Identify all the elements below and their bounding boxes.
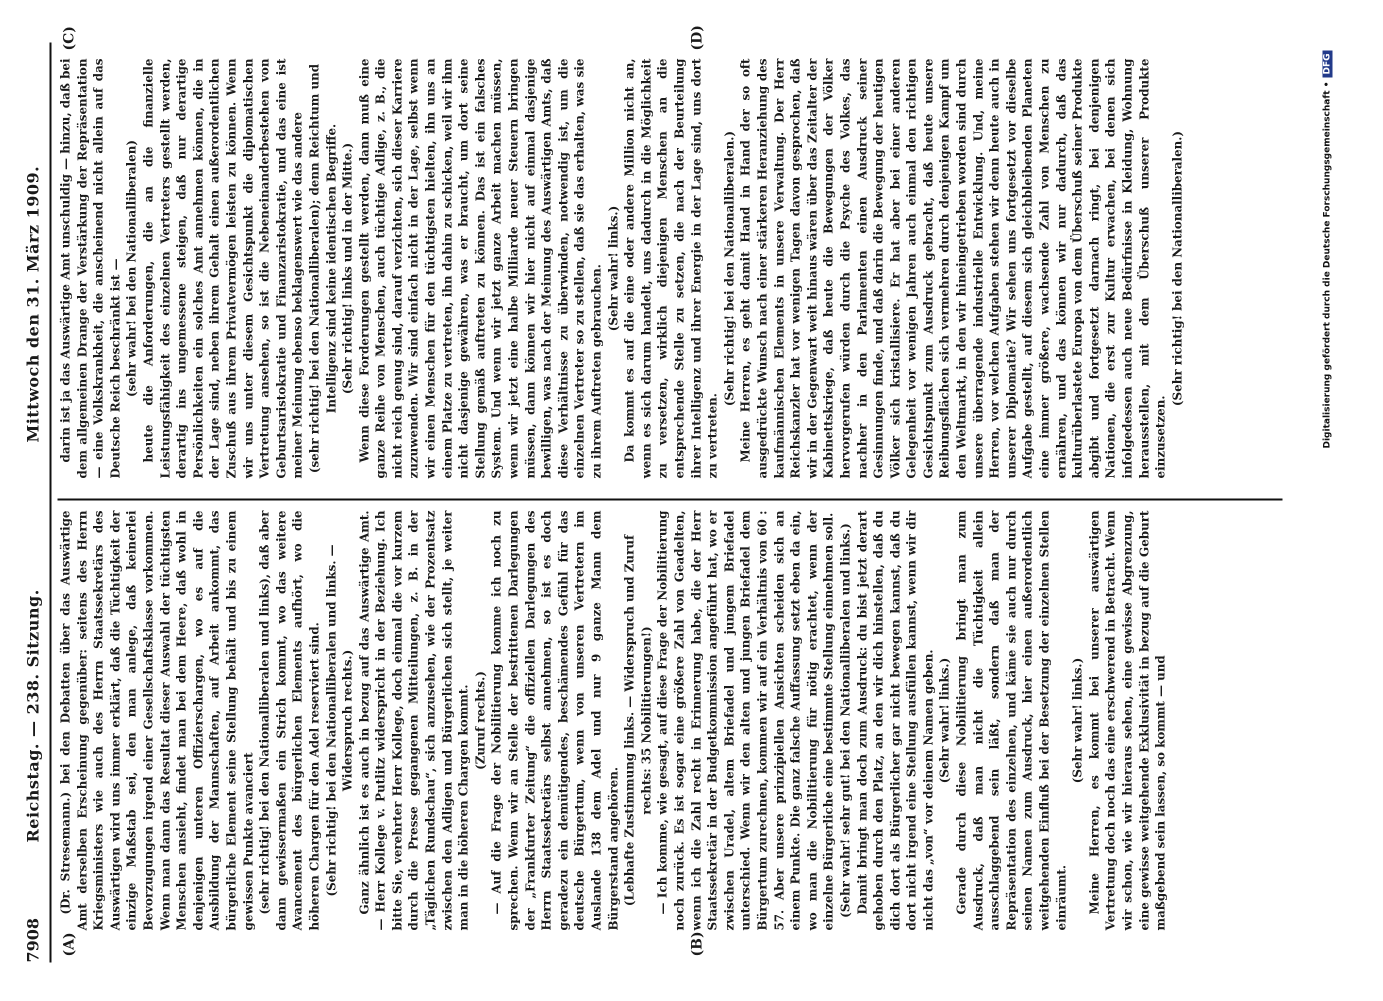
interjection: (sehr wahr! bei den Nationalliberalen) [124, 140, 139, 397]
paragraph: Meine Herren, es geht damit Hand in Hand der so oft ausgedrückte Wunsch nach einer stärkeren Heranziehung des kaufmännischen Elements in unsere Verwaltung. Der Herr Reichskanzler hat vor wenigen Tagen davon gesprochen, daß wir in der Gegenwart weit hinaus wären über das Zeitalter der Kabinettskriege, daß heute die Bewegungen der Völker hervorgerufen würden durch die Psyche des Volkes, das nachher in den Parlamenten einen Ausdruck seiner Gesinnungen finde, und daß darin die Bewegung der heutigen Völker sich kristallisiere. Er hat aber bei einer anderen Gelegenheit vor wenigen Jahren auch einmal den richtigen Gesichtspunkt zum Ausdruck gebracht, daß heute unsere Reibungsflächen sich vermehren durch denjenigen Kampf um den Weltmarkt, in den wir hineingetrieben worden sind durch unsere überragende industrielle Entwicklung. Und, meine Herren, vor welchen Aufgaben stehen wir denn heute auch in unserer Diplomatie? Wir sehen uns fortgesetzt vor dieselbe Aufgabe gestellt, auf diesem sich gleichbleibenden Planeten eine immer größere, wachsende Zahl von Menschen zu ernähren, und das können wir nur dadurch, daß das kulturüberlastete Europa von dem Überschuß seiner Produkte abgibt und fortgesetzt darnach ringt, bei denjenigen Nationen, die erst zur Kultur erwachen, bei denen sich infolgedessen auch neue Bedürfnisse in Kleidung, Wohnung herausstellen, mit dem Überschuß unserer Produkte einzusetzen. [738, 58, 1168, 479]
marker-a: (A) [61, 932, 78, 957]
interjection: (Sehr richtig! bei den Nationalliberalen.) [722, 130, 737, 407]
page-header [22, 43, 52, 963]
paragraph: Wenn diese Forderungen gestellt werden, dann muß eine ganze Reihe von Menschen, auch tüchtige Adlige, z. B., die nicht reich genug sind, darauf verzichten, sich dieser Karriere zuzuwenden. Wir sind einfach nicht in der Lage, selbst wenn wir einen Menschen für den tüchtigsten hielten, ihn uns an einem Platze zu vertreten, ihn dahin zu schicken, weil wir ihm nicht dasjenige gewähren, was er braucht, um dort seine Stellung gemäß auftreten zu können. Das ist ein falsches System. Und wenn wir jetzt ganze Arbeit machen müssen, wenn wir jetzt eine halbe Milliarde neuer Steuern bringen müssen, dann können wir hier nicht auf einmal dasjenige bewilligen, was nach der Meinung des Auswärtigen Amts, daß diese Verhältnisse zu überwinden, notwendig ist, um die einzelnen Vertreter so zu stellen, daß sie das erhalten, was sie zu ihrem Auftreten gebrauchen. [357, 58, 604, 479]
right-column [58, 59, 1288, 479]
interjection: (Sehr wahr! links.) [937, 657, 952, 784]
paragraph: (Dr. Stresemann.) bei den Debatten über das Auswärtige Amt derselben Erscheinung gegenüber: seitens des Herrn Kriegsministers wie auch des Herrn Staatssekretärs des Auswärtigen wird uns immer erklärt, daß die Tüchtigkeit der einzige Maßstab sei, den man anlege, daß keinerlei Bevorzugungen irgend einer Gesellschaftsklasse vorkommen. Wenn man dann das Resultat dieser Auswahl der tüchtigsten Menschen ansieht, findet man bei dem Heere, daß wohl in denjenigen unteren Offizierschargen, wo es auf die Ausbildung der Mannschaften, auf Arbeit ankommt, das bürgerliche Element seine Stellung behält und bis zu einem gewissen Punkte avanciert [58, 510, 256, 931]
paragraph: — Ich komme, wie gesagt, auf diese Frage der Nobilitierung noch zurück. Es ist sogar eine größere Zahl von Geadelten, wenn ich die Zahl recht in Erinnerung habe, die der Herr Staatssekretär in der Budgetkommission angeführt hat, wo er zwischen Uradel, altem Briefadel und jungem Briefadel unterschied. Wenn wir den alten und jungen Briefadel dem Bürgertum zurechnen, kommen wir auf ein Verhältnis von 60 : 57. Aber unsere prinzipiellen Ansichten scheiden sich an einem Punkte. Die ganz falsche Auffassung setzt eben da ein, wo man die Nobilitierung für nötig erachtet, wenn der einzelne Bürgerliche eine bestimmte Stellung einnehmen soll. [655, 510, 836, 931]
interjection: (Sehr richtig! bei den Nationalliberalen.) [1170, 130, 1185, 407]
interjection: (Sehr wahr! links.) [606, 205, 621, 332]
paragraph: Meine Herren, es kommt bei unserer auswärtigen Vertretung doch noch das eine erschwerend in Betracht. Wenn wir schon, wie wir hieraus sehen, eine gewisse Abgrenzung, eine gewisse weitgehende Exklusivität in bezug auf die Geburt maßgebend sein lassen, so kommt — und [1087, 510, 1168, 931]
paragraph: Ganz ähnlich ist es auch in bezug auf das Auswärtige Amt. — Herr Kollege v. Putlitz widerspricht in der Beziehung. Ich bitte Sie, verehrter Herr Kollege, doch einmal die vor kurzem durch die Presse gegangenen Mitteilungen, z. B. in der „Täglichen Rundschau“, sich anzusehen, wie der Prozentsatz zwischen den Adligen und Bürgerlichen sich stellt, je weiter man in die höheren Chargen kommt. [357, 510, 471, 931]
interjection: (Sehr richtig! links und in der Mitte.) [340, 142, 355, 395]
left-column [58, 511, 1288, 931]
paragraph: (sehr richtig! bei den Nationalliberalen und links), daß aber dann gewissermaßen ein Strich kommt, wo das weitere Avancement des bürgerlichen Elements aufhört, wo die höheren Chargen für den Adel reserviert sind. [257, 510, 322, 931]
interjection: (Sehr wahr! links.) [1070, 657, 1085, 784]
interjection: (Sehr richtig! bei den Nationalliberalen und links. — Widerspruch rechts.) [324, 544, 355, 897]
marker-b: (B) [689, 931, 706, 957]
credit-text: Digitalisierung gefördert durch die Deutsche Forschungsgemeinschaft • [1322, 81, 1333, 449]
scanned-page [0, 1, 1383, 1001]
paragraph: — Auf die Frage der Nobilitierung komme ich noch zu sprechen. Wenn wir an Stelle der bestrittenen Darlegungen der „Frankfurter Zeitung“ die offiziellen Darlegungen des Herrn Staatssekretärs selbst annehmen, so ist es doch geradezu ein demütigendes, beschämendes Gefühl für das deutsche Bürgertum, wenn von unseren Vertretern im Auslande 138 dem Adel und nur 9 ganze Mann dem Bürgerstand angehören. [489, 510, 621, 931]
paragraph: Gerade durch diese Nobilitierung bringt man zum Ausdruck, daß man nicht die Tüchtigkeit allein ausschlaggebend sein läßt, sondern daß man der Repräsentation des einzelnen, und käme sie auch nur durch seinen Namen zum Ausdruck, hier einen außerordentlich weitgehenden Einfluß bei der Besetzung der einzelnen Stellen einräumt. [954, 510, 1069, 931]
interjection: (Lebhafte Zustimmung links. — Widerspruch und Zuruf rechts: 35 Nobilitierungen!) [622, 534, 654, 907]
dfg-logo: DFG [1323, 51, 1333, 78]
interjection: (Sehr wahr! sehr gut! bei den Nationalliberalen und links.) [838, 523, 853, 918]
paragraph: heute die Anforderungen, die an die finanzielle Leistungsfähigkeit des einzelnen Vertreters gestellt werden, derartig ins ungemessene steigen, daß nur derartige Persönlichkeiten ein solches Amt annehmen können, die in der Lage sind, neben ihrem Gehalt einen außerordentlichen Zuschuß aus ihrem Privatvermögen leisten zu können. Wenn wir uns unter diesem Gesichtspunkt die diplomatischen Vertretung ansehen, so ist die Nebeneinanderbestehen von Geburtsaristokratie und Finanzaristokratie, und das eine ist meiner Meinung ebenso beklagenswert wie das andere [141, 58, 305, 479]
marker-d: (D) [689, 25, 706, 51]
paragraph: darin ist ja das Auswärtige Amt unschuldig — hinzu, daß bei dem allgemeinen Drange der Verstärkung der Repräsentation — eine Volkskrankheit, die anscheinend nicht allein auf das Deutsche Reich beschränkt ist — [58, 58, 123, 479]
interjection: (Zuruf rechts.) [473, 671, 488, 770]
session-title: Reichstag. — 238. Sitzung. [23, 589, 43, 843]
page-number: 7908 [23, 917, 43, 963]
paragraph: Da kommt es auf die eine oder andere Million nicht an, wenn es sich darum handelt, uns dadurch in die Möglichkeit zu versetzen, wirklich diejenigen Menschen an die entsprechende Stelle zu setzen, die nach der Beurteilung ihrer Intelligenz und ihrer Energie in der Lage sind, uns dort zu vertreten. [622, 58, 720, 479]
paragraph: Damit bringt man doch zum Ausdruck: du bist jetzt derart gehoben durch den Platz, an den wir dich hinstellen, daß du dich dort als Bürgerlicher gar nicht bewegen kannst, daß du dort nicht irgend eine Stellung ausfüllen kannst, wenn wir dir nicht das „von“ vor deinem Namen geben. [855, 510, 936, 931]
interjection: (sehr richtig! bei den Nationalliberalen); denn Reichtum und Intelligenz sind keine identischen Begriffe. [307, 63, 338, 474]
column-divider [58, 499, 1283, 501]
session-date: Mittwoch den 31. März 1909. [23, 165, 43, 443]
footer-credit [1323, 51, 1343, 941]
marker-c: (C) [61, 26, 78, 51]
